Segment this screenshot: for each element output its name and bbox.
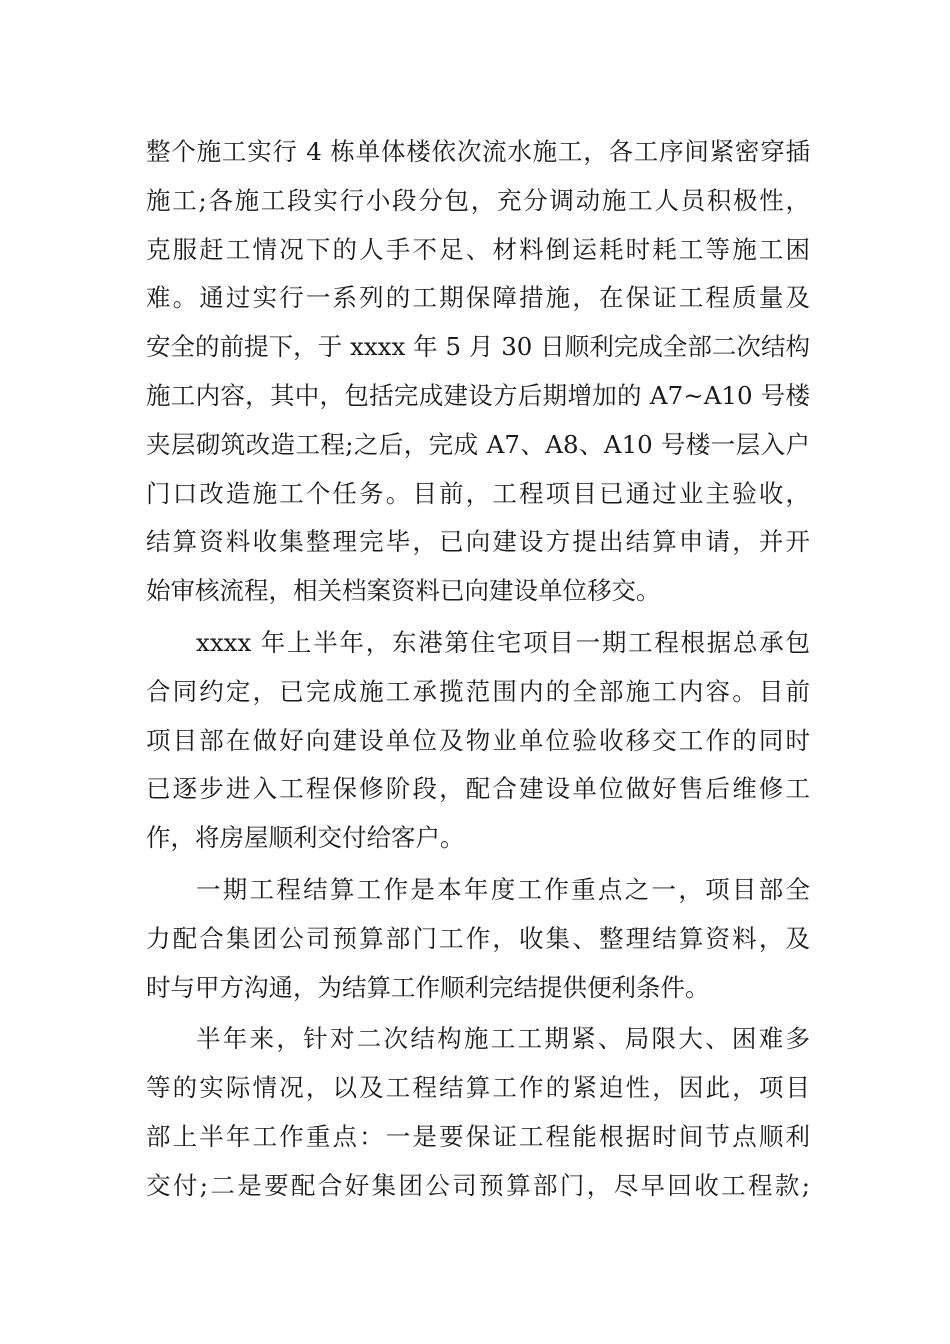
text-line: 交付;二是要配合好集团公司预算部门，尽早回收工程款; [146, 1170, 810, 1200]
text-line: 整个施工实行 4 栋单体楼依次流水施工，各工序间紧密穿插 [146, 137, 810, 166]
text-line: 始审核流程，相关档案资料已向建设单位移交。 [146, 576, 661, 606]
paragraph [146, 1015, 810, 1210]
text-line: 半年来，针对二次结构施工工期紧、局限大、困难多 [196, 1024, 810, 1054]
text-line: 克服赶工情况下的人手不足、材料倒运耗时耗工等施工困 [146, 234, 810, 264]
paragraph [146, 128, 810, 616]
text-line: 作，将房屋顺利交付给客户。 [146, 823, 465, 853]
text-line: 一期工程结算工作是本年度工作重点之一，项目部全 [196, 874, 810, 904]
paragraph [146, 619, 810, 863]
text-line: 施工;各施工段实行小段分包，充分调动施工人员积极性， [146, 185, 810, 215]
text-line: 安全的前提下，于 xxxx 年 5 月 30 日顺利完成全部二次结构 [146, 332, 810, 362]
text-line: 结算资料收集整理完毕，已向建设方提出结算申请，并开 [146, 527, 810, 557]
text-line: 项目部在做好向建设单位及物业单位验收移交工作的同时 [146, 725, 810, 755]
text-line: 力配合集团公司预算部门工作，收集、整理结算资料，及 [146, 923, 810, 953]
text-line: 时与甲方沟通，为结算工作顺利完结提供便利条件。 [146, 972, 710, 1002]
text-line: 难。通过实行一系列的工期保障措施，在保证工程质量及 [146, 283, 810, 313]
document-body [146, 128, 810, 1211]
text-line: 等的实际情况，以及工程结算工作的紧迫性，因此，项目 [146, 1073, 810, 1103]
text-line: 门口改造施工个任务。目前，工程项目已通过业主验收， [146, 478, 810, 508]
text-line: 部上半年工作重点：一是要保证工程能根据时间节点顺利 [146, 1121, 810, 1151]
paragraph [146, 866, 810, 1012]
text-line: xxxx 年上半年，东港第住宅项目一期工程根据总承包 [196, 627, 810, 657]
text-line: 施工内容，其中，包括完成建设方后期增加的 A7~A10 号楼 [146, 380, 810, 410]
text-line: 已逐步进入工程保修阶段，配合建设单位做好售后维修工 [146, 774, 810, 804]
text-line: 合同约定，已完成施工承揽范围内的全部施工内容。目前 [146, 676, 810, 706]
text-line: 夹层砌筑改造工程;之后，完成 A7、A8、A10 号楼一层入户 [146, 429, 810, 459]
